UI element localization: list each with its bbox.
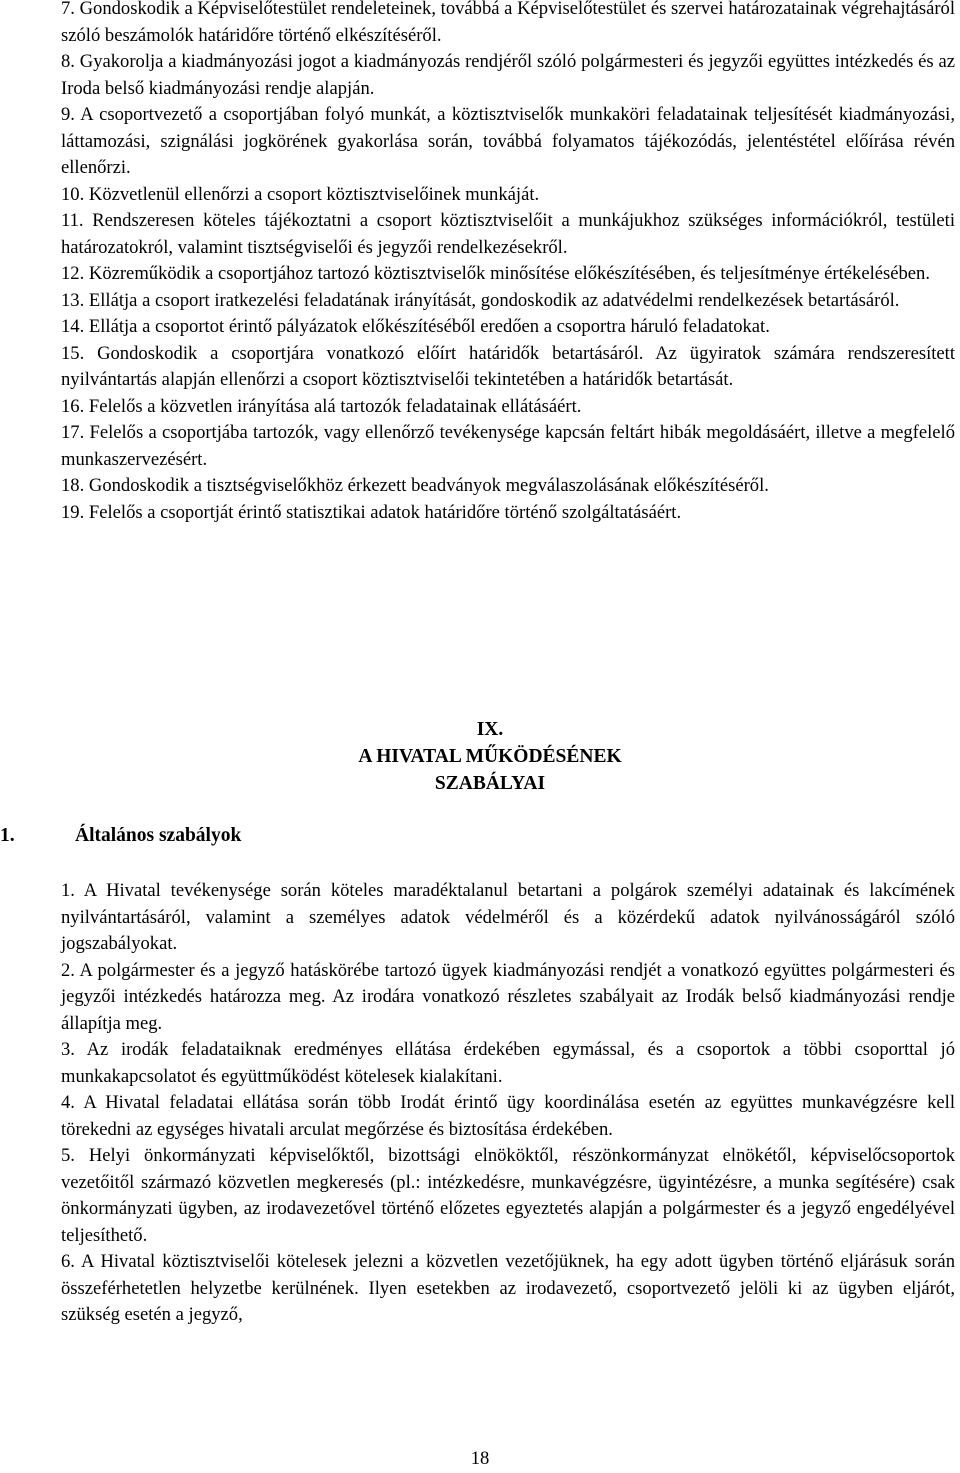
list-item: 11. Rendszeresen köteles tájékoztatni a csoport köztisztviselőit a munkájukhoz szükséges információkról, testületi határozatokról, valamint tisztségviselői és jegyzői rendelkezésekről. (61, 210, 955, 258)
list-item: 7. Gondoskodik a Képviselőtestület rendeleteinek, továbbá a Képviselőtestület és szervei határozatainak végrehajtásáról szóló beszámolók határidőre történő elkészítéséről. (61, 0, 955, 46)
list-item: 16. Felelős a közvetlen irányítása alá tartozók feladatainak ellátásáért. (61, 395, 582, 417)
lower-list (61, 878, 955, 1329)
list-item: 19. Felelős a csoportját érintő statisztikai adatok határidőre történő szolgáltatásáért. (61, 501, 682, 523)
section-title: Általános szabályok (75, 825, 242, 846)
list-item: 13. Ellátja a csoport iratkezelési feladatának irányítását, gondoskodik az adatvédelmi rendelkezések betartásáról. (61, 289, 900, 311)
list-item: 8. Gyakorolja a kiadmányozási jogot a kiadmányozás rendjéről szóló polgármesteri és jegyzői együttes intézkedés és az Iroda belső kiadmányozási rendje alapján. (61, 51, 955, 99)
chapter-number: IX. (476, 719, 504, 740)
list-item: 14. Ellátja a csoportot érintő pályázatok előkészítéséből eredően a csoportra háruló feladatokat. (61, 316, 770, 337)
chapter-title-line-1: A HIVATAL MŰKÖDÉSÉNEK (358, 746, 622, 767)
list-item: 6. A Hivatal köztisztviselői kötelesek jelezni a közvetlen vezetőjüknek, ha egy adott ügyben történő eljárásuk során összeférhetetlen helyzetbe kerülnének. Ilyen esetekben az irodavezető, csoportvezető jelöli ki az ügyben eljárót, szükség esetén a jegyző, (61, 1251, 955, 1325)
list-item: 9. A csoportvezető a csoportjában folyó munkát, a köztisztviselők munkaköri feladatainak teljesítését kiadmányozási, láttamozási, szignálási jogkörének gyakorlása során, továbbá folyamatos tájékozódás, jelentéstétel előírása révén ellenőrzi. (61, 104, 955, 178)
section-number: 1. (0, 825, 15, 846)
list-item: 1. A Hivatal tevékenysége során köteles maradéktalanul betartani a polgárok személyi adatainak és lakcímének nyilvántartásáról, valamint a személyes adatok védelméről és a közérdekű adatok nyilvánosságáról szóló jogszabályokat. (61, 880, 955, 954)
upper-list (61, 0, 955, 526)
chapter-title-line-2: SZABÁLYAI (434, 773, 546, 794)
list-item: 17. Felelős a csoportjába tartozók, vagy ellenőrző tevékenysége kapcsán feltárt hibák megoldásáért, illetve a megfelelő munkaszervezésért. (61, 422, 955, 470)
list-item: 4. A Hivatal feladatai ellátása során több Irodát érintő ügy koordinálása esetén az együttes munkavégzésre kell törekedni az egységes hivatali arculat megőrzése és biztosítása érdekében. (61, 1092, 955, 1140)
list-item: 18. Gondoskodik a tisztségviselőkhöz érkezett beadványok megválaszolásának előkészítéséről. (61, 475, 769, 496)
chapter-heading (290, 716, 690, 797)
section-heading (0, 822, 241, 849)
list-item: 12. Közreműködik a csoportjához tartozó köztisztviselők minősítése előkészítésében, és teljesítménye értékelésében. (61, 263, 930, 284)
page-number: 18 (470, 1448, 490, 1469)
list-item: 3. Az irodák feladataiknak eredményes ellátása érdekében egymással, és a csoportok a többi csoporttal jó munkakapcsolatot és együttműködést kötelesek kialakítani. (61, 1039, 955, 1087)
list-item: 2. A polgármester és a jegyző hatáskörébe tartozó ügyek kiadmányozási rendjét a vonatkozó együttes polgármesteri és jegyzői intézkedés határozza meg. Az irodára vonatkozó részletes szabályait az Irodák belső kiadmányozási rendje állapítja meg. (61, 959, 955, 1034)
list-item: 5. Helyi önkormányzati képviselőktől, bizottsági elnököktől, részönkormányzat elnökétől, képviselőcsoportok vezetőitől származó közvetlen megkeresés (pl.: intézkedésre, munkavégzésre, ügyintézésre, a munka segítésére) csak önkormányzati ügyben, az irodavezetővel történő előzetes egyeztetés alapján a polgármester és a jegyző engedélyével teljesíthető. (61, 1145, 955, 1246)
list-item: 10. Közvetlenül ellenőrzi a csoport köztisztviselőinek munkáját. (61, 183, 540, 205)
list-item: 15. Gondoskodik a csoportjára vonatkozó előírt határidők betartásáról. Az ügyiratok számára rendszeresített nyilvántartás alapján ellenőrzi a csoport köztisztviselői tekintetében a határidők betartását. (61, 342, 955, 390)
